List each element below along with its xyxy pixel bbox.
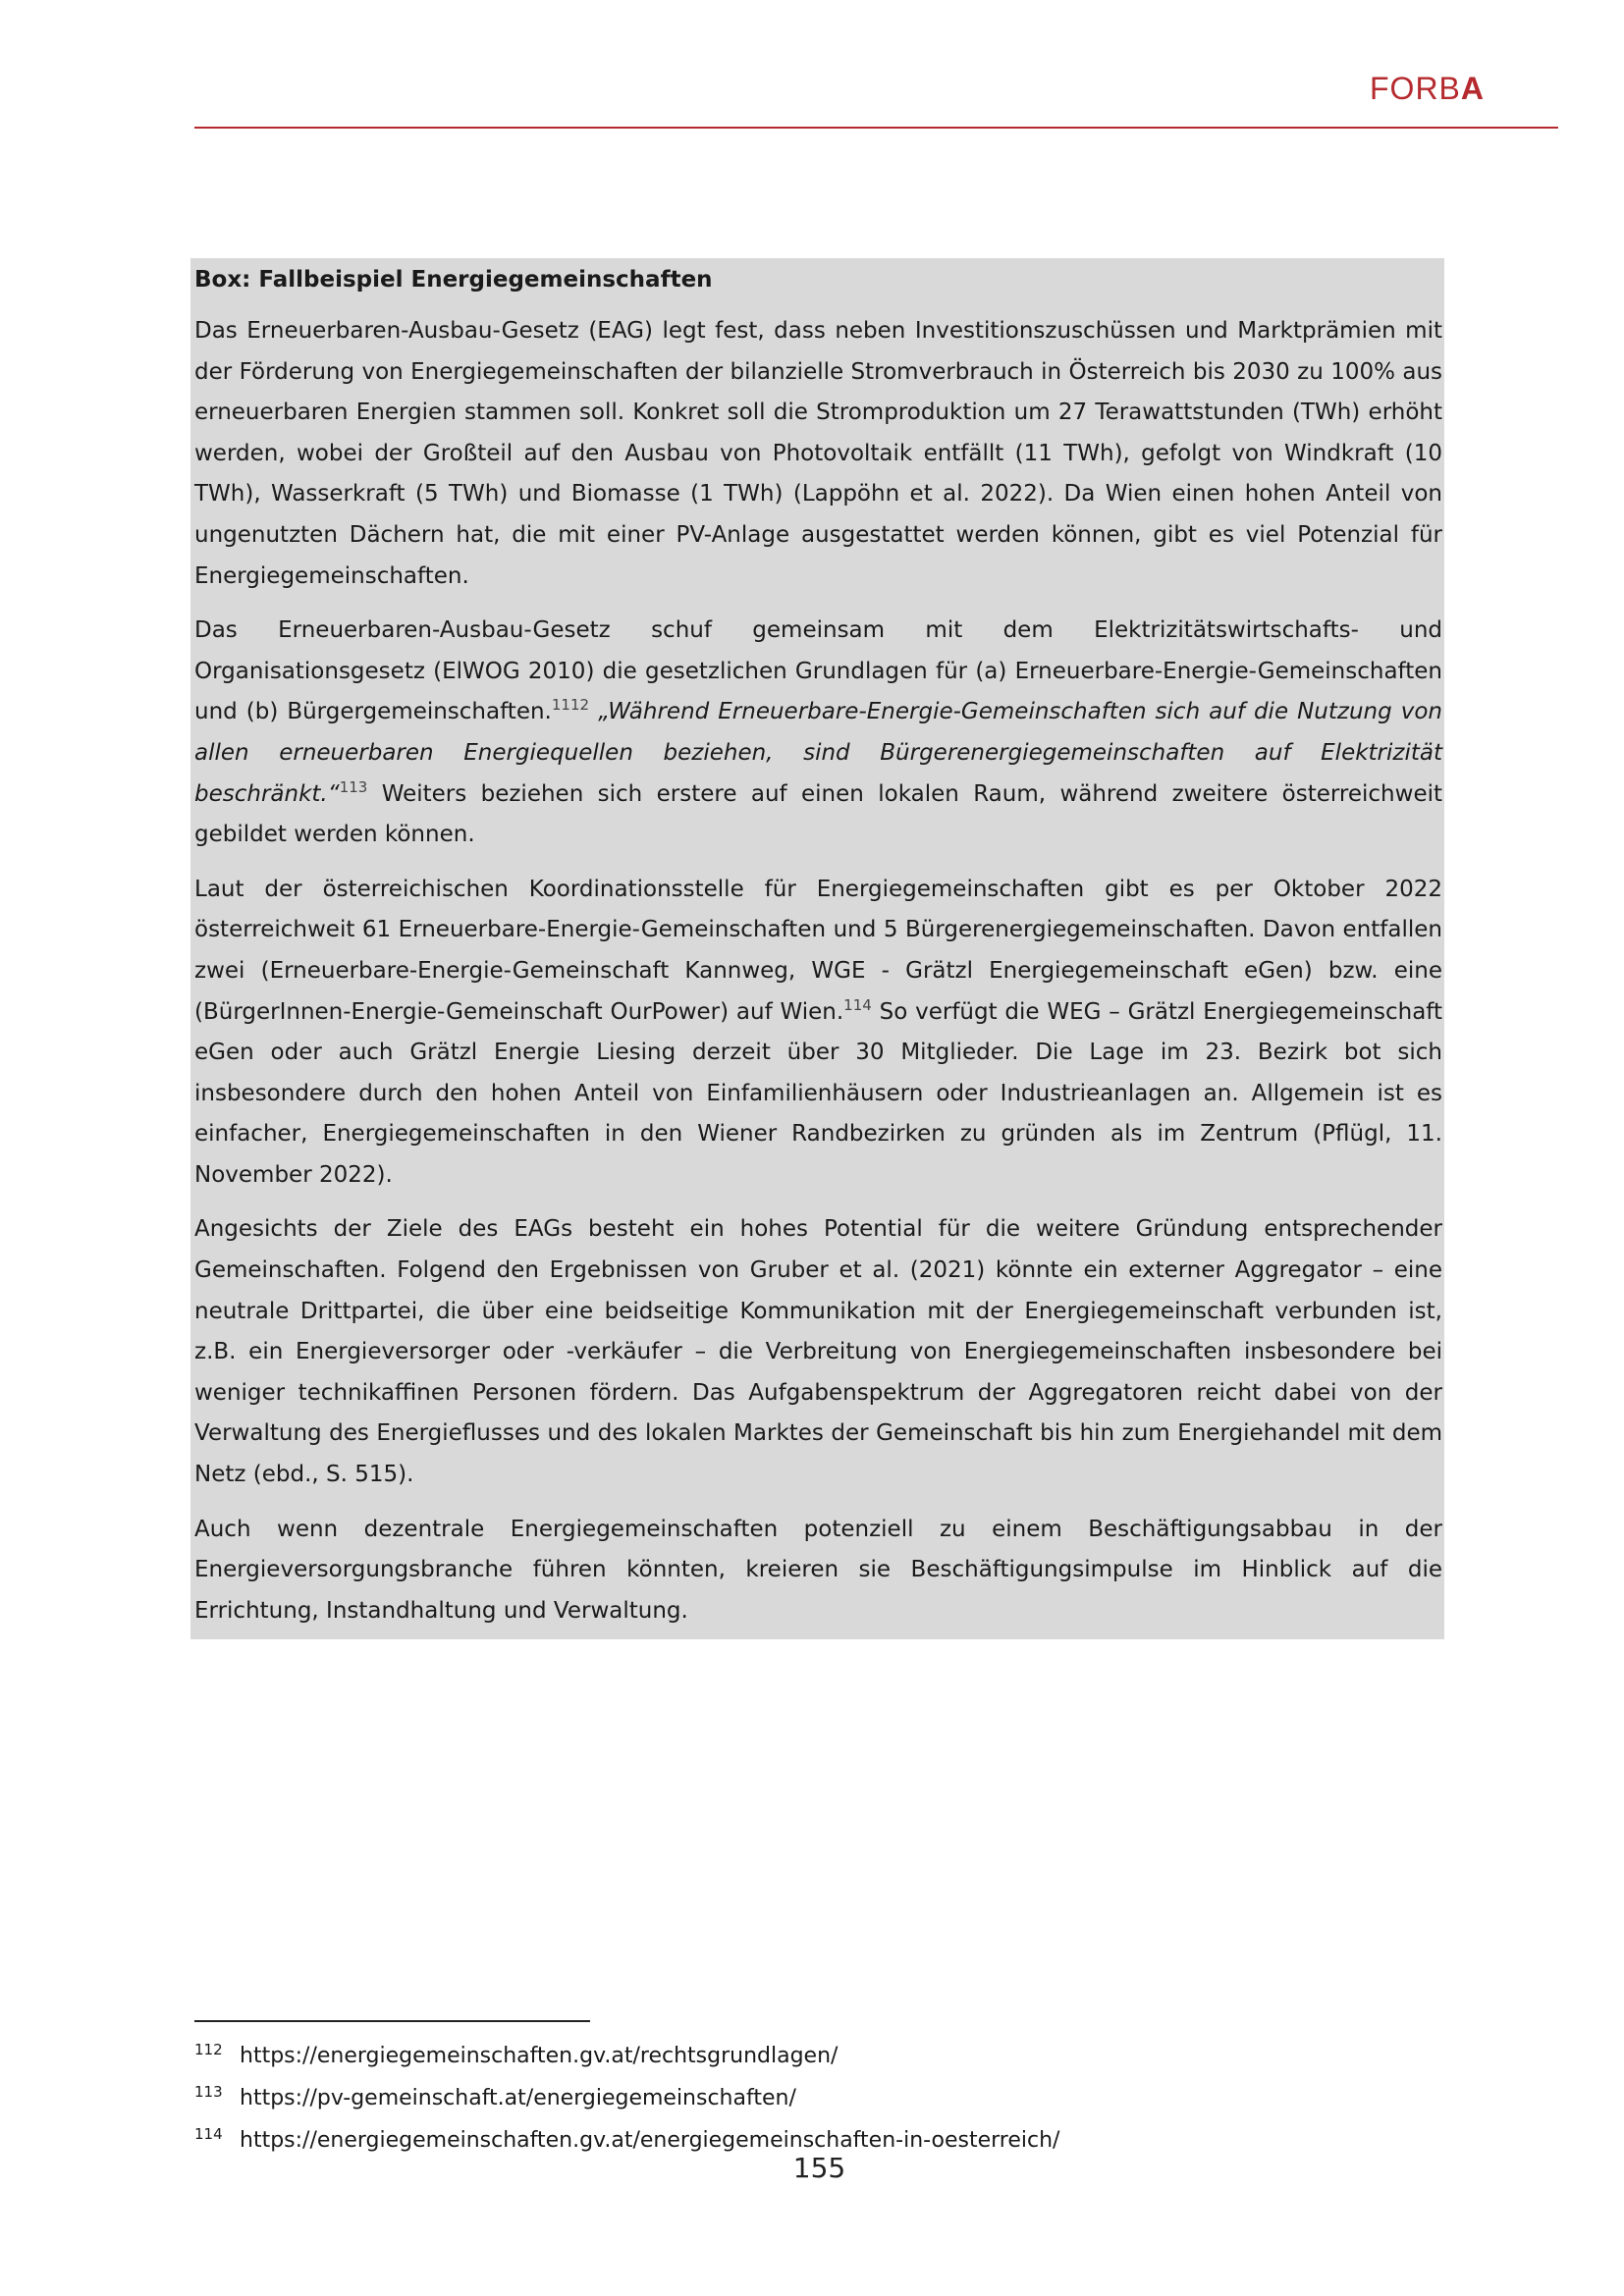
footnote-112 — [194, 2032, 1471, 2074]
box-paragraph-3 — [194, 870, 1442, 1197]
footnote-ref-114[interactable]: 114 — [843, 995, 872, 1014]
paragraph-3-text-b: So verfügt die WEG – Grätzl Energiegemeinschaft eGen oder auch Grätzl Energie Liesing derzeit über 30 Mitglieder. Die Lage im 23. Bezirk bot sich insbesondere durch den hohen Anteil von Einfamilienhäusern oder Industrieanlagen an. Allgemein ist es einfacher, Energiegemeinschaften in den Wiener Randbezirken zu gründen als im Zentrum (Pflügl, 11. November 2022). — [194, 998, 1442, 1188]
box-paragraph-4: Angesichts der Ziele des EAGs besteht ein hohes Potential für die weitere Gründung entsprechender Gemeinschaften. Folgend den Ergebnissen von Gruber et al. (2021) könnte ein externer Aggregator – eine neutrale Drittpartei, die über eine beidseitige Kommunikation mit der Energiegemeinschaft verbunden ist, z.B. ein Energieversorger oder -verkäufer – die Verbreitung von Energiegemeinschaften insbesondere bei weniger technikaffinen Personen fördern. Das Aufgabenspektrum der Aggregatoren reicht dabei von der Verwaltung des Energieflusses und des lokalen Marktes der Gemeinschaft bis hin zum Energiehandel mit dem Netz (ebd., S. 515). — [194, 1216, 1442, 1488]
box-paragraph-1: Das Erneuerbaren-Ausbau-Gesetz (EAG) legt fest, dass neben Investitionszuschüssen und Marktprämien mit der Förderung von Energiegemeinschaften der bilanzielle Stromverbrauch in Österreich bis 2030 zu 100% aus erneuerbaren Energien stammen soll. Konkret soll die Stromproduktion um 27 Terawattstunden (TWh) erhöht werden, wobei der Großteil auf den Ausbau von Photovoltaik entfällt (11 TWh), gefolgt von Windkraft (10 TWh), Wasserkraft (5 TWh) und Biomasse (1 TWh) (Lappöhn et al. 2022). Da Wien einen hohen Anteil von ungenutzten Dächern hat, die mit einer PV-Anlage ausgestattet werden können, gibt es viel Potenzial für Energiegemeinschaften. — [194, 318, 1442, 589]
footnote-number: 113 — [194, 2083, 223, 2101]
footnote-ref-112[interactable]: 1112 — [551, 696, 590, 715]
case-study-box — [190, 258, 1444, 1639]
quote: „Während Erneuerbare-Energie-Gemeinschaften sich auf die Nutzung von allen erneuerbaren Energiequellen beziehen, sind Bürgerenergiegemeinschaften auf Elektrizität beschränkt.“ — [194, 699, 1443, 807]
paragraph-2-text-b: Weiters beziehen sich erstere auf einen lokalen Raum, während zweitere österreichweit gebildet werden können. — [194, 780, 1443, 848]
logo-bold-letter: A — [1460, 71, 1485, 106]
footnotes — [194, 2032, 1471, 2159]
box-title: Box: Fallbeispiel Energiegemeinschaften — [194, 267, 713, 293]
footnote-number: 114 — [194, 2125, 223, 2143]
header-divider — [194, 127, 1558, 129]
box-paragraph-2 — [194, 611, 1442, 856]
page-number: 155 — [792, 2152, 846, 2184]
paragraph-2-text-a: Das Erneuerbaren-Ausbau-Gesetz schuf gemeinsam mit dem Elektrizitätswirtschafts- und Organisationsgesetz (ElWOG 2010) die gesetzlichen Grundlagen für (a) Erneuerbare-Energie-Gemeinschaften und (b) Bürgergemeinschaften. — [194, 617, 1442, 725]
footnote-link[interactable]: https://energiegemeinschaften.gv.at/rechtsgrundlagen/ — [240, 2044, 839, 2068]
box-paragraph-5: Auch wenn dezentrale Energiegemeinschaften potenziell zu einem Beschäftigungsabbau in der Energieversorgungsbranche führen könnten, kreieren sie Beschäftigungsimpulse im Hinblick auf die Errichtung, Instandhaltung und Verwaltung. — [194, 1516, 1442, 1624]
footnote-113 — [194, 2074, 1471, 2116]
footnote-link[interactable]: https://energiegemeinschaften.gv.at/energiegemeinschaften-in-oesterreich/ — [240, 2128, 1060, 2153]
logo-text: FORB — [1370, 71, 1461, 106]
footnote-link[interactable]: https://pv-gemeinschaft.at/energiegemeinschaften/ — [240, 2086, 796, 2110]
footnote-divider — [194, 2020, 590, 2022]
footnote-ref-113[interactable]: 113 — [339, 777, 368, 796]
footnote-number: 112 — [194, 2041, 223, 2058]
forba-logo — [1370, 71, 1485, 107]
paragraph-3-text-a: Laut der österreichischen Koordinationsstelle für Energiegemeinschaften gibt es per Oktober 2022 österreichweit 61 Erneuerbare-Energie-Gemeinschaften und 5 Bürgerenergiegemeinschaften. Davon entfallen zwei (Erneuerbare-Energie-Gemeinschaft Kannweg, WGE - Grätzl Energiegemeinschaft eGen) bzw. eine (BürgerInnen-Energie-Gemeinschaft OurPower) auf Wien. — [194, 876, 1442, 1025]
